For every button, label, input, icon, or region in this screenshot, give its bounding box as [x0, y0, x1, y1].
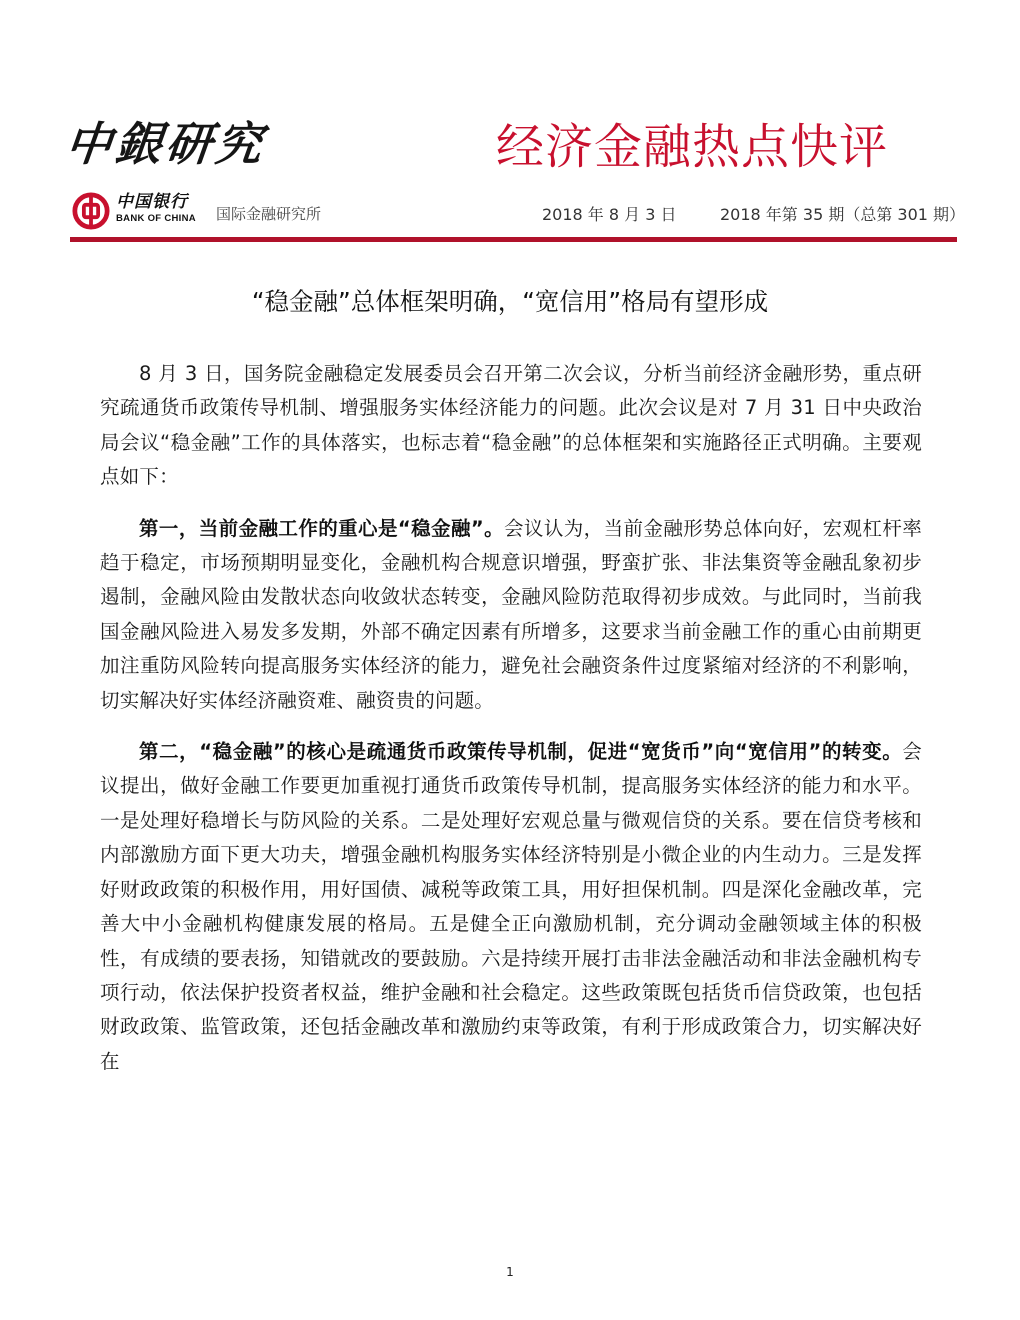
- article-title: “稳金融”总体框架明确，“宽信用”格局有望形成: [251, 287, 769, 316]
- paragraph-text: 8 月 3 日，国务院金融稳定发展委员会召开第二次会议，分析当前经济金融形势，重点研究疏通货币政策传导机制、增强服务实体经济能力的问题。此次会议是对 7 月 31 日中央政治局会议“稳金融”工作的具体落实，也标志着“稳金融”的总体框架和实施路径正式明确。主要观点如下：: [100, 362, 922, 489]
- bank-name-cn: 中国银行: [116, 192, 188, 212]
- bank-name-en: BANK OF CHINA: [116, 213, 196, 224]
- bank-of-china-logo-icon: [72, 192, 110, 230]
- paragraph-text: 会议提出，做好金融工作要更加重视打通货币政策传导机制，提高服务实体经济的能力和水平。一是处理好稳增长与防风险的关系。二是处理好宏观总量与微观信贷的关系。要在信贷考核和内部激励方面下更大功夫，增强金融机构服务实体经济特别是小微企业的内生动力。三是发挥好财政政策的积极作用，用好国债、减税等政策工具，用好担保机制。四是深化金融改革，完善大中小金融机构健康发展的格局。五是健全正向激励机制，充分调动金融领域主体的积极性，有成绩的要表扬，知错就改的要鼓励。六是持续开展打击非法金融活动和非法金融机构专项行动，依法保护投资者权益，维护金融和社会稳定。这些政策既包括货币信贷政策，也包括财政政策、监管政策，还包括金融改革和激励约束等政策，有利于形成政策合力，切实解决好在: [100, 740, 922, 1073]
- paragraph-text: 会议认为，当前金融形势总体向好，宏观杠杆率趋于稳定，市场预期明显变化，金融机构合规意识增强，野蛮扩张、非法集资等金融乱象初步遏制，金融风险由发散状态向收敛状态转变，金融风险防范取得初步成效。与此同时，当前我国金融风险进入易发多发期，外部不确定因素有所增多，这要求当前金融工作的重心由前期更加注重防风险转向提高服务实体经济的能力，避免社会融资条件过度紧缩对经济的不利影响，切实解决好实体经济融资难、融资贵的问题。: [100, 516, 923, 712]
- issue-number: 2018 年第 35 期（总第 301 期）: [720, 205, 966, 224]
- paragraph: [100, 735, 922, 1079]
- paragraph: [100, 512, 922, 718]
- article-body: [100, 357, 922, 1096]
- report-date: 2018 年 8 月 3 日: [542, 205, 677, 224]
- paragraph-lead: 第一，当前金融工作的重心是“稳金融”。: [139, 516, 505, 540]
- bank-name-block: [116, 192, 216, 226]
- page-number: 1: [506, 1265, 514, 1279]
- brand-calligraphy: 中銀研究: [62, 117, 269, 171]
- institute-name: 国际金融研究所: [216, 205, 322, 223]
- paragraph-lead: 第二，“稳金融”的核心是疏通货币政策传导机制，促进“宽货币”向“宽信用”的转变。: [139, 740, 903, 764]
- header-divider: [70, 237, 957, 242]
- report-series-title: 经济金融热点快评: [496, 119, 889, 175]
- paragraph: [100, 357, 922, 495]
